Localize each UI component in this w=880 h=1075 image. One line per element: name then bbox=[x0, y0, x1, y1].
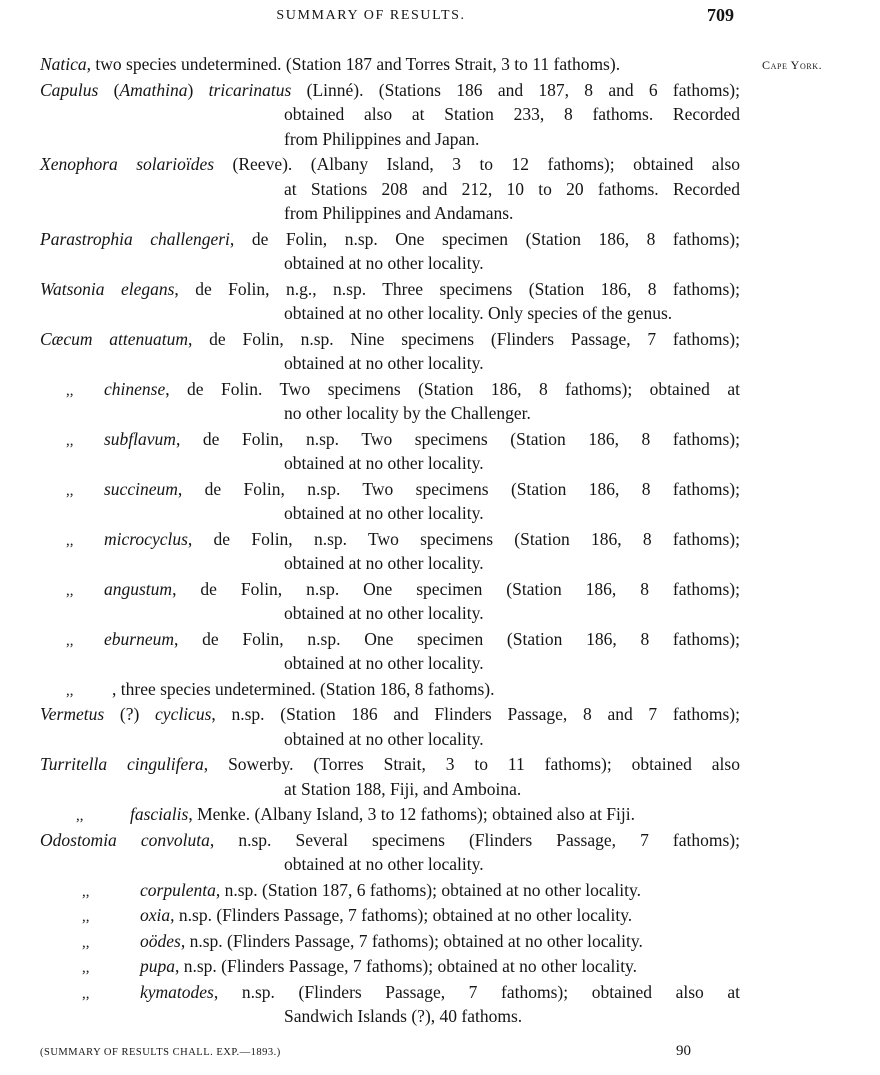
species-entry bbox=[0, 52, 880, 77]
species-entry bbox=[0, 327, 880, 376]
entry-continuation: obtained at no other locality. bbox=[284, 253, 484, 273]
entry-text: ) bbox=[187, 79, 209, 100]
taxon-name: oödes bbox=[140, 930, 181, 951]
species-entry bbox=[0, 954, 880, 979]
entry-text: (Reeve). (Albany Island, 3 to 12 fathoms); obtained also bbox=[214, 154, 740, 174]
species-entry bbox=[0, 152, 880, 226]
entry-text: , Menke. (Albany Island, 3 to 12 fathoms); obtained also at Fiji. bbox=[188, 804, 636, 824]
taxon-name: Watsonia elegans bbox=[40, 278, 175, 299]
footer-citation: (SUMMARY OF RESULTS CHALL. EXP.—1893.) bbox=[40, 1047, 281, 1058]
species-entry bbox=[0, 477, 880, 526]
entry-text: ( bbox=[98, 79, 120, 100]
taxon-name: Cæcum attenuatum bbox=[40, 328, 189, 349]
species-entry bbox=[0, 878, 880, 903]
species-entry bbox=[0, 929, 880, 954]
entry-text: , n.sp. (Flinders Passage, 7 fathoms); obtained at no other locality. bbox=[175, 956, 638, 976]
entry-text: , de Folin, n.sp. One specimen (Station 186, 8 fathoms); bbox=[173, 628, 740, 649]
entry-text: , two species undetermined. (Station 187 and Torres Strait, 3 to 11 fathoms). bbox=[86, 54, 621, 74]
ditto-mark: ,, bbox=[66, 382, 74, 399]
entry-line bbox=[40, 52, 740, 77]
entry-text: , de Folin, n.sp. One specimen (Station 186, 8 fathoms); bbox=[172, 578, 740, 599]
species-entry bbox=[0, 980, 880, 1029]
entry-text: , n.sp. (Station 186 and Flinders Passage, 8 and 7 fathoms); bbox=[211, 704, 740, 724]
entry-text: (?) bbox=[104, 704, 156, 724]
entry-text: , n.sp. (Flinders Passage, 7 fathoms); obtained at no other locality. bbox=[170, 905, 633, 925]
taxon-name: Amathina bbox=[119, 79, 188, 100]
ditto-mark: ,, bbox=[66, 432, 74, 449]
entry-continuation: obtained at no other locality. bbox=[284, 503, 484, 523]
species-entry bbox=[0, 377, 880, 426]
species-list bbox=[0, 52, 880, 1030]
entry-text: , three species undetermined. (Station 186, 8 fathoms). bbox=[112, 678, 495, 699]
entry-line bbox=[112, 677, 740, 702]
taxon-name: oxia bbox=[140, 905, 171, 925]
entry-continuation: at Station 188, Fiji, and Amboina. bbox=[284, 778, 522, 799]
running-header-title: SUMMARY OF RESULTS. bbox=[276, 8, 466, 23]
entry-line bbox=[104, 427, 740, 452]
footer-signature-number: 90 bbox=[676, 1043, 691, 1059]
species-entry bbox=[0, 802, 880, 827]
species-entry bbox=[0, 427, 880, 476]
ditto-mark: ,, bbox=[82, 934, 90, 951]
entry-text: , n.sp. (Flinders Passage, 7 fathoms); obtained also at bbox=[213, 981, 740, 1002]
taxon-name: Odostomia convoluta bbox=[40, 829, 210, 850]
taxon-name: tricarinatus bbox=[208, 79, 292, 100]
entry-line bbox=[40, 227, 740, 252]
entry-continuation: obtained at no other locality. bbox=[284, 353, 484, 373]
ditto-mark: ,, bbox=[66, 582, 74, 599]
taxon-name: kymatodes bbox=[140, 981, 214, 1002]
entry-line bbox=[40, 828, 740, 853]
entry-continuation: obtained also at Station 233, 8 fathoms. Recorded bbox=[284, 104, 740, 124]
taxon-name: cyclicus bbox=[155, 704, 212, 724]
entry-continuation: from Philippines and Japan. bbox=[284, 128, 480, 149]
species-entry bbox=[0, 903, 880, 928]
species-entry bbox=[0, 277, 880, 326]
entry-continuation: no other locality by the Challenger. bbox=[284, 403, 531, 423]
entry-continuation: obtained at no other locality. bbox=[284, 553, 484, 573]
species-entry bbox=[0, 227, 880, 276]
taxon-name: succineum bbox=[104, 478, 178, 499]
taxon-name: chinense bbox=[104, 378, 166, 399]
ditto-mark: ,, bbox=[82, 883, 90, 900]
entry-line bbox=[140, 903, 740, 928]
entry-continuation: obtained at no other locality. bbox=[284, 603, 484, 623]
species-entry bbox=[0, 677, 880, 702]
entry-line bbox=[40, 702, 740, 727]
species-entry bbox=[0, 627, 880, 676]
ditto-mark: ,, bbox=[76, 808, 84, 824]
entry-line bbox=[40, 152, 740, 177]
taxon-name: fascialis bbox=[130, 804, 189, 824]
entry-continuation: at Stations 208 and 212, 10 to 20 fathoms. Recorded bbox=[284, 178, 740, 199]
entry-text: , de Folin, n.sp. One specimen (Station 186, 8 fathoms); bbox=[229, 228, 740, 249]
entry-continuation: obtained at no other locality. bbox=[284, 653, 484, 673]
entry-continuation: obtained at no other locality. bbox=[284, 854, 484, 874]
entry-text: , n.sp. (Flinders Passage, 7 fathoms); obtained at no other locality. bbox=[180, 930, 643, 951]
taxon-name: angustum bbox=[104, 578, 173, 599]
species-entry bbox=[0, 577, 880, 626]
entry-text: , de Folin, n.g., n.sp. Three specimens (Station 186, 8 fathoms); bbox=[174, 278, 740, 299]
entry-text: , n.sp. Several specimens (Flinders Passage, 7 fathoms); bbox=[209, 829, 740, 850]
species-entry bbox=[0, 752, 880, 801]
entry-text: , n.sp. (Station 187, 6 fathoms); obtained at no other locality. bbox=[215, 879, 641, 900]
taxon-name: Xenophora solarioïdes bbox=[40, 154, 215, 174]
entry-continuation: obtained at no other locality. bbox=[284, 728, 484, 749]
species-entry bbox=[0, 527, 880, 576]
taxon-name: Vermetus bbox=[40, 704, 105, 724]
entry-continuation: obtained at no other locality. Only species of the genus. bbox=[284, 303, 673, 323]
margin-note-locality: Cape York. bbox=[762, 58, 823, 72]
entry-text: (Linné). (Stations 186 and 187, 8 and 6 fathoms); bbox=[291, 79, 741, 100]
taxon-name: pupa bbox=[140, 956, 175, 976]
taxon-name: subflavum bbox=[104, 428, 176, 449]
ditto-mark: ,, bbox=[82, 985, 90, 1002]
entry-line bbox=[104, 627, 740, 652]
entry-line bbox=[40, 752, 740, 777]
taxon-name: Parastrophia challengeri bbox=[40, 228, 230, 249]
species-entry bbox=[0, 828, 880, 877]
taxon-name: eburneum bbox=[104, 628, 174, 649]
entry-line bbox=[104, 527, 740, 552]
taxon-name: corpulenta bbox=[140, 879, 216, 900]
page-number: 709 bbox=[707, 5, 734, 25]
species-entry bbox=[0, 702, 880, 751]
ditto-mark: ,, bbox=[82, 909, 90, 925]
entry-line bbox=[140, 878, 740, 903]
entry-text: , de Folin, n.sp. Nine specimens (Flinders Passage, 7 fathoms); bbox=[188, 328, 740, 349]
entry-line bbox=[40, 78, 740, 103]
entry-line bbox=[40, 327, 740, 352]
ditto-mark: ,, bbox=[82, 960, 90, 976]
entry-line bbox=[104, 577, 740, 602]
entry-line bbox=[140, 954, 740, 979]
entry-continuation: obtained at no other locality. bbox=[284, 453, 484, 473]
entry-line bbox=[104, 477, 740, 502]
entry-continuation: Sandwich Islands (?), 40 fathoms. bbox=[284, 1006, 523, 1026]
entry-text: , de Folin, n.sp. Two specimens (Station 186, 8 fathoms); bbox=[187, 528, 740, 549]
taxon-name: Natica bbox=[40, 54, 87, 74]
ditto-mark: ,, bbox=[66, 482, 74, 499]
entry-continuation: from Philippines and Andamans. bbox=[284, 203, 514, 223]
entry-text: , de Folin, n.sp. Two specimens (Station 186, 8 fathoms); bbox=[175, 428, 740, 449]
entry-text: , de Folin. Two specimens (Station 186, 8 fathoms); obtained at bbox=[165, 378, 740, 399]
entry-text: , Sowerby. (Torres Strait, 3 to 11 fathoms); obtained also bbox=[203, 754, 740, 774]
taxon-name: microcyclus bbox=[104, 528, 188, 549]
taxon-name: Capulus bbox=[40, 79, 99, 100]
entry-line bbox=[104, 377, 740, 402]
entry-line bbox=[40, 277, 740, 302]
entry-line bbox=[140, 980, 740, 1005]
ditto-mark: ,, bbox=[66, 682, 74, 699]
entry-text: , de Folin, n.sp. Two specimens (Station 186, 8 fathoms); bbox=[177, 478, 740, 499]
entry-line bbox=[140, 929, 740, 954]
ditto-mark: ,, bbox=[66, 632, 74, 649]
species-entry bbox=[0, 78, 880, 152]
taxon-name: Turritella cingulifera bbox=[40, 754, 204, 774]
ditto-mark: ,, bbox=[66, 532, 74, 549]
entry-line bbox=[130, 802, 740, 827]
